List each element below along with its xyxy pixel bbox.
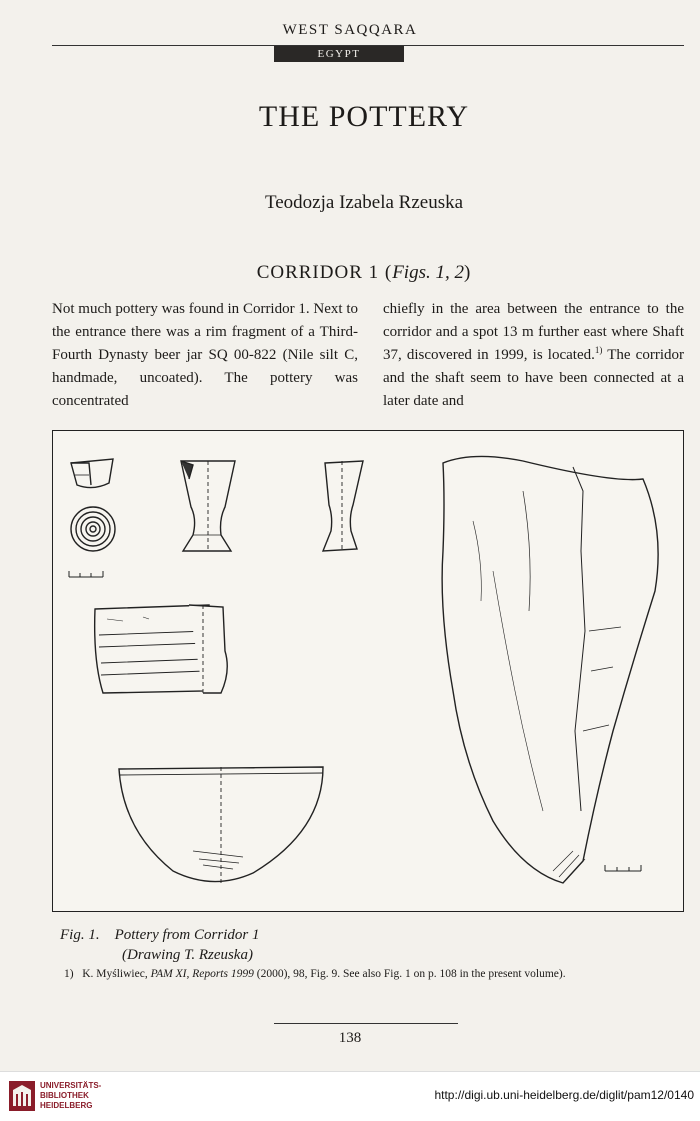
article-author: Teodozja Izabela Rzeuska (264, 192, 464, 213)
base-top-view-drawing (71, 507, 115, 551)
large-bowl-drawing (119, 767, 323, 883)
body-column-left: Not much pottery was found in Corridor 1. Next to the entrance there was a rim fragment of a Third-Fourth Dynasty beer jar SQ 00-822 (Nile silt C, handmade, uncoated). The pottery was concentrated (52, 301, 358, 409)
library-footer-band (0, 1071, 700, 1121)
pottery-line-drawings (53, 431, 684, 912)
footer-rule (274, 1023, 458, 1024)
caption-line-2: (Drawing T. Rzeuska) (122, 947, 253, 963)
large-vessel-fragment-drawing (442, 456, 658, 883)
goblet-drawing-1 (181, 461, 235, 551)
source-url-link[interactable]: http://digi.ub.uni-heidelberg.de/diglit/pam12/0140 (434, 1088, 694, 1102)
footnote: 1) K. Myśliwiec, PAM XI, Reports 1999 (2000), 98, Fig. 9. See also Fig. 1 on p. 108 in the present volume). (64, 968, 566, 980)
running-head: WEST SAQQARA (282, 22, 418, 38)
small-bowl-drawing (71, 459, 113, 488)
figure-caption (60, 925, 259, 965)
library-name: UNIVERSITÄTS- BIBLIOTHEK HEIDELBERG (40, 1081, 102, 1110)
section-tab: EGYPT (274, 46, 404, 62)
section-heading: CORRIDOR 1 (Figs. 1, 2) (256, 262, 472, 283)
scale-bar-1 (69, 571, 103, 577)
body-column-right: chiefly in the area between the entrance to the corridor and a spot 13 m further east where Shaft 37, discovered in 1999, is located.$^{1)}$ The corridor and the shaft seem to have been connected at a later date and (383, 301, 684, 409)
article-title: THE POTTERY (258, 100, 470, 133)
caption-line-1: Fig. 1. Pottery from Corridor 1 (60, 927, 260, 943)
footnote-reference: 1) (594, 345, 603, 355)
university-library-logo-icon (8, 1080, 36, 1112)
jar-rim-fragment-drawing (95, 605, 228, 693)
page-number: 138 (338, 1030, 362, 1046)
figure-pottery-drawings (52, 430, 684, 912)
scale-bar-2 (605, 865, 641, 871)
goblet-drawing-2 (323, 461, 363, 551)
